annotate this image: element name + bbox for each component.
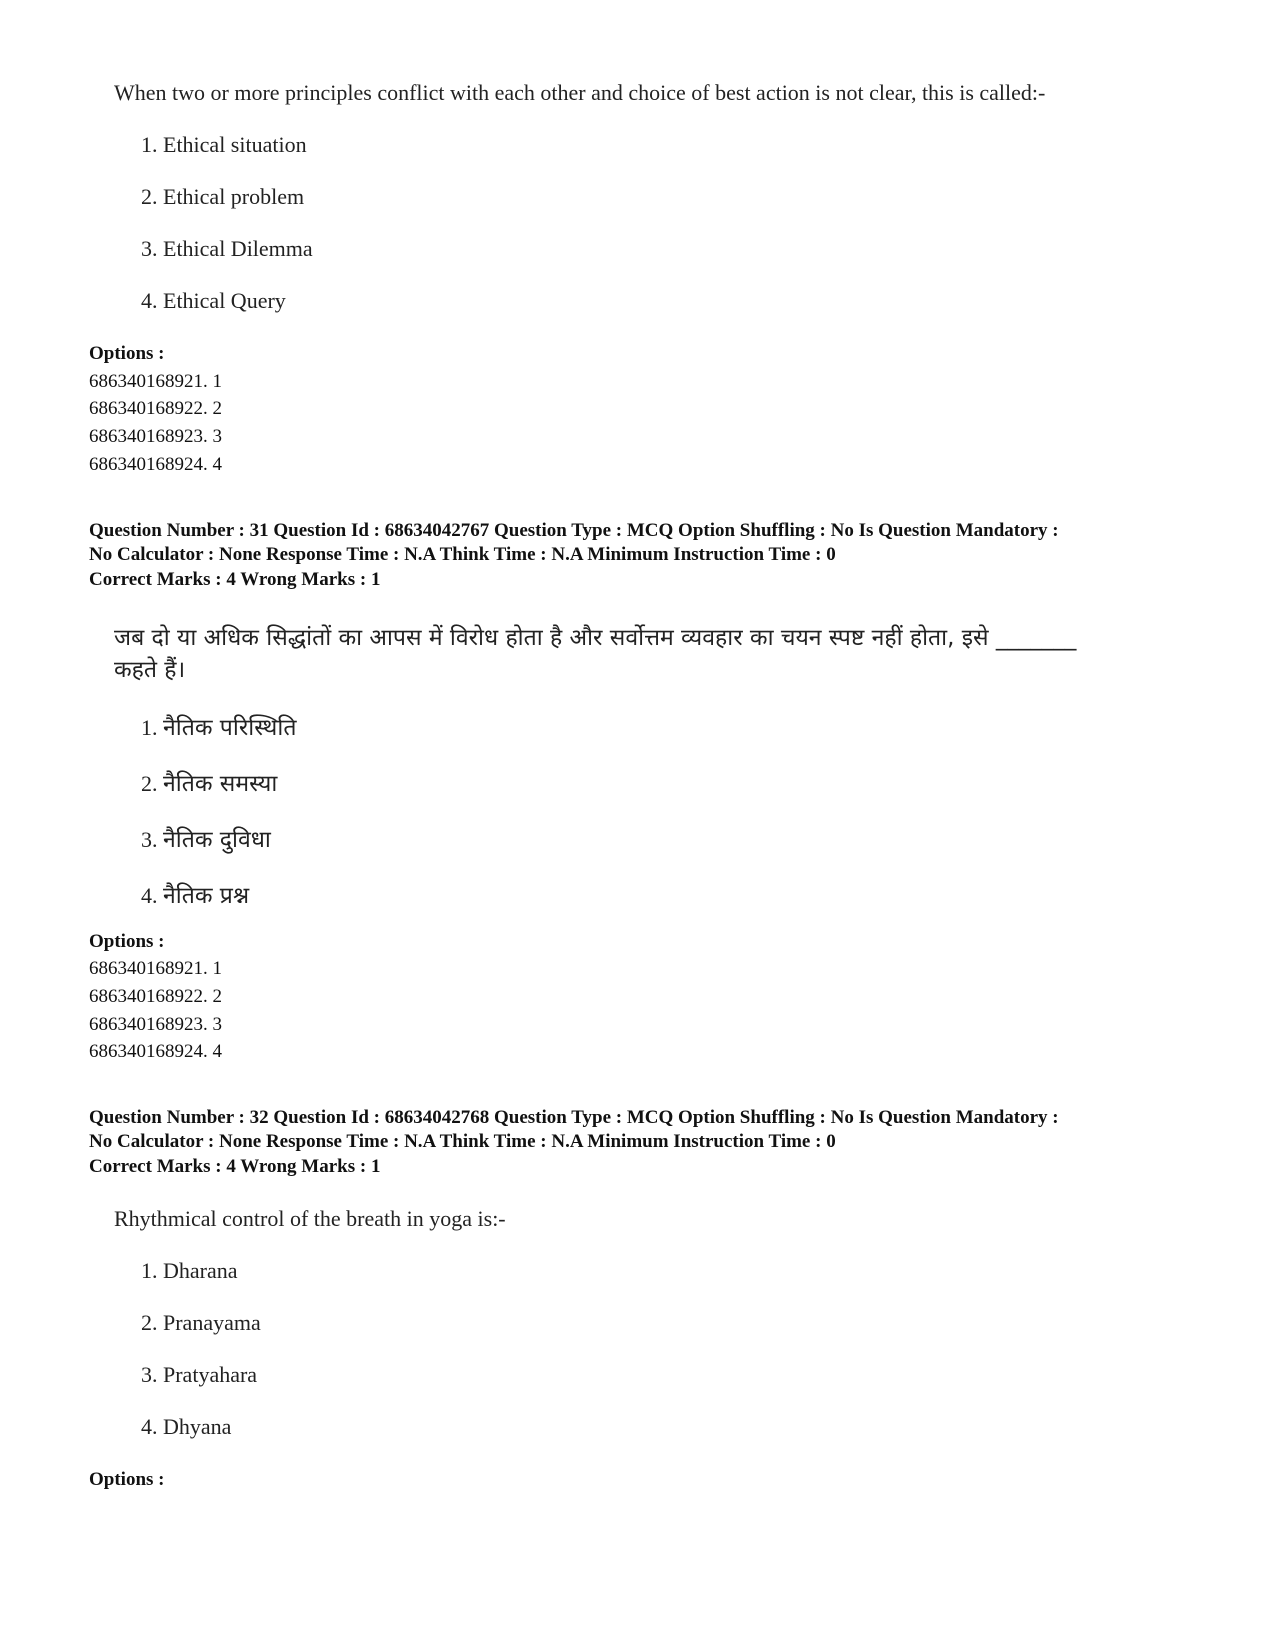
choice-2: 2. Ethical problem <box>141 184 305 209</box>
option-id-1: 686340168921. 1 <box>89 371 222 392</box>
choice-number: 2. <box>141 771 158 796</box>
question-meta-line-1: Question Number : 32 Question Id : 68634042768 Question Type : MCQ Option Shuffling : No Is Question Mandatory : <box>89 1107 1059 1128</box>
choice-text: नैतिक समस्या <box>163 771 278 797</box>
option-id-4: 686340168924. 4 <box>89 1041 222 1062</box>
question-meta <box>89 1106 1189 1154</box>
options-label: Options : <box>89 931 165 952</box>
choice-4: 4. Dhyana <box>141 1414 232 1439</box>
choice-1: 1. Dharana <box>141 1258 238 1283</box>
question-meta <box>89 519 1189 567</box>
choice-1: 1. Ethical situation <box>141 132 307 157</box>
choice-3 <box>141 822 271 854</box>
choice-2 <box>141 766 277 798</box>
question-meta-line-1: Question Number : 31 Question Id : 68634042767 Question Type : MCQ Option Shuffling : No Is Question Mandatory : <box>89 520 1059 541</box>
choice-text: नैतिक दुविधा <box>163 827 271 853</box>
marks-line: Correct Marks : 4 Wrong Marks : 1 <box>89 569 381 590</box>
choice-3: 3. Pratyahara <box>141 1362 258 1387</box>
options-label: Options : <box>89 343 165 364</box>
choice-number: 3. <box>141 827 158 852</box>
question-stem: Rhythmical control of the breath in yoga is:- <box>114 1206 506 1231</box>
marks-line: Correct Marks : 4 Wrong Marks : 1 <box>89 1156 381 1177</box>
question-stem: जब दो या अधिक सिद्धांतों का आपस में विरोध होता है और सर्वोत्तम व्यवहार का चयन स्पष्ट नहीं होता, इसे _______ कहते हैं। <box>114 625 1077 683</box>
options-label: Options : <box>89 1469 165 1490</box>
question-stem: When two or more principles conflict with each other and choice of best action is not clear, this is called:- <box>114 80 1046 105</box>
choice-4 <box>141 878 249 910</box>
choice-number: 4. <box>141 883 158 908</box>
choice-text: नैतिक परिस्थिति <box>163 715 297 741</box>
choice-3: 3. Ethical Dilemma <box>141 236 313 261</box>
choice-text: नैतिक प्रश्न <box>163 883 250 909</box>
option-id-1: 686340168921. 1 <box>89 958 222 979</box>
question-meta-line-2: No Calculator : None Response Time : N.A Think Time : N.A Minimum Instruction Time : 0 <box>89 544 836 565</box>
option-id-2: 686340168922. 2 <box>89 398 222 419</box>
choice-number: 1. <box>141 715 158 740</box>
question-meta-line-2: No Calculator : None Response Time : N.A Think Time : N.A Minimum Instruction Time : 0 <box>89 1131 836 1152</box>
choice-2: 2. Pranayama <box>141 1310 261 1335</box>
option-id-3: 686340168923. 3 <box>89 1014 222 1035</box>
option-id-4: 686340168924. 4 <box>89 454 222 475</box>
option-id-2: 686340168922. 2 <box>89 986 222 1007</box>
choice-4: 4. Ethical Query <box>141 288 286 313</box>
option-id-3: 686340168923. 3 <box>89 426 222 447</box>
choice-1 <box>141 710 296 742</box>
